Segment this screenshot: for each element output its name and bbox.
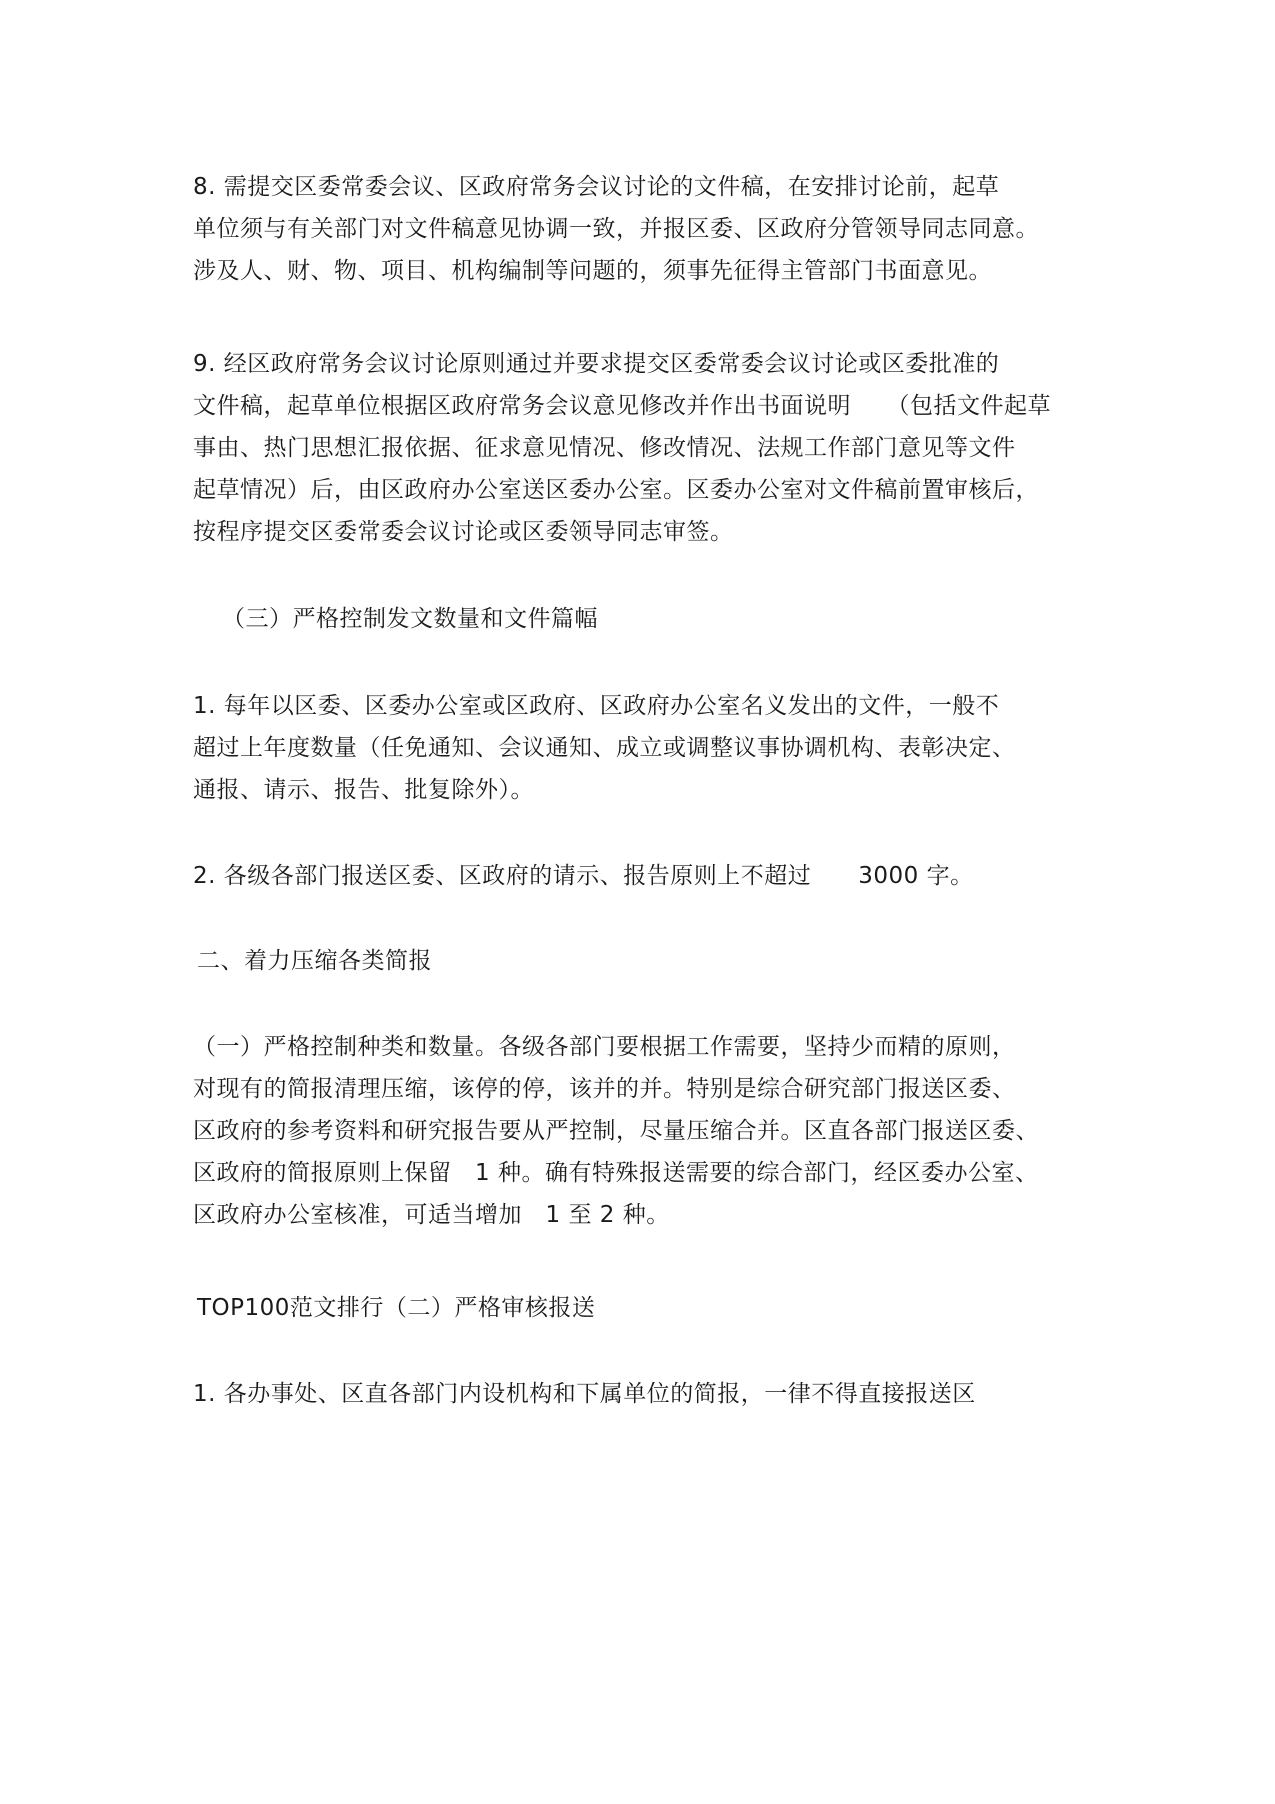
- text-line: （三）严格控制发文数量和文件篇幅: [222, 606, 598, 632]
- text-line: 起草情况）后，由区政府办公室送区委办公室。区委办公室对文件稿前置审核后，: [193, 477, 1039, 503]
- text-line: 文件稿，起草单位根据区政府常务会议意见修改并作出书面说明 （包括文件起草: [193, 393, 1051, 419]
- text-line: 区政府的参考资料和研究报告要从严控制，尽量压缩合并。区直各部门报送区委、: [193, 1118, 1039, 1144]
- text-line: 9. 经区政府常务会议讨论原则通过并要求提交区委常委会议讨论或区委批准的: [193, 351, 1000, 377]
- text-line: 二、着力压缩各类简报: [197, 948, 432, 974]
- text-line: 单位须与有关部门对文件稿意见协调一致，并报区委、区政府分管领导同志同意。: [193, 216, 1039, 242]
- text-line: 8. 需提交区委常委会议、区政府常务会议讨论的文件稿，在安排讨论前，起草: [193, 174, 1000, 200]
- text-line: 按程序提交区委常委会议讨论或区委领导同志审签。: [193, 519, 734, 545]
- text-line: 对现有的简报清理压缩，该停的停，该并的并。特别是综合研究部门报送区委、: [193, 1076, 1016, 1102]
- text-line: TOP100范文排行（二）严格审核报送: [197, 1295, 596, 1321]
- text-line: 事由、热门思想汇报依据、征求意见情况、修改情况、法规工作部门意见等文件: [193, 435, 1016, 461]
- text-line: （一）严格控制种类和数量。各级各部门要根据工作需要，坚持少而精的原则，: [193, 1034, 1016, 1060]
- text-line: 1. 每年以区委、区委办公室或区政府、区政府办公室名义发出的文件，一般不: [193, 693, 1000, 719]
- text-line: 区政府办公室核准，可适当增加 1 至 2 种。: [193, 1202, 670, 1228]
- text-line: 2. 各级各部门报送区委、区政府的请示、报告原则上不超过 3000 字。: [193, 863, 974, 889]
- text-line: 涉及人、财、物、项目、机构编制等问题的，须事先征得主管部门书面意见。: [193, 258, 992, 284]
- text-line: 1. 各办事处、区直各部门内设机构和下属单位的简报，一律不得直接报送区: [193, 1381, 976, 1407]
- text-line: 区政府的简报原则上保留 1 种。确有特殊报送需要的综合部门，经区委办公室、: [193, 1160, 1039, 1186]
- text-line: 超过上年度数量（任免通知、会议通知、成立或调整议事协调机构、表彰决定、: [193, 735, 1016, 761]
- text-line: 通报、请示、报告、批复除外）。: [193, 777, 534, 803]
